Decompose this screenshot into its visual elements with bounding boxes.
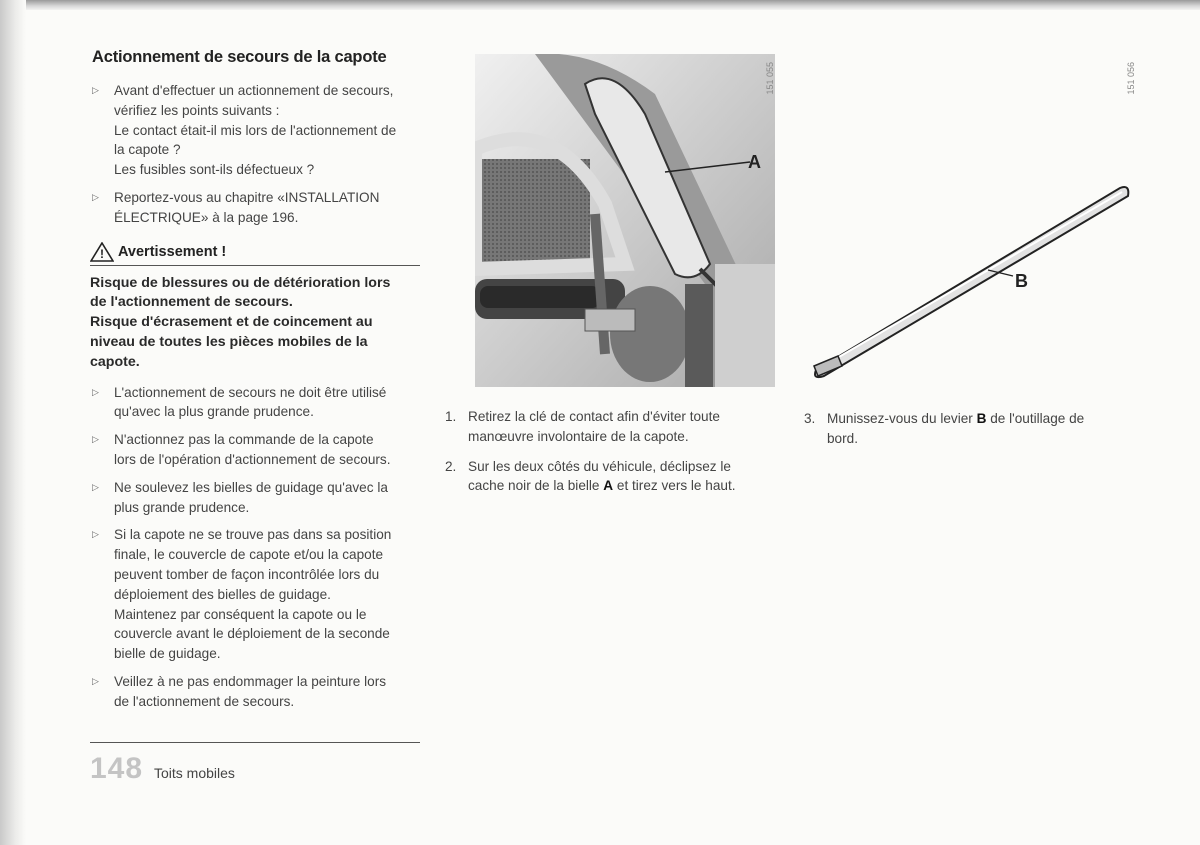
lever-illustration [808, 180, 1138, 380]
warning-triangle-icon [90, 242, 114, 262]
list-item: 1. Retirez la clé de contact afin d'éviter toute manœuvre involontaire de la capote. [445, 409, 720, 444]
left-column [90, 48, 420, 720]
page-number: 148 [90, 752, 144, 785]
page-binding-shadow [0, 0, 26, 845]
steps-column-right [802, 409, 1117, 459]
svg-text:!: ! [100, 246, 104, 261]
figure-label-b: B [1015, 271, 1028, 291]
bullet-arrow-icon: ▷ [92, 481, 99, 492]
ref-b: B [976, 411, 987, 426]
bullet-arrow-icon: ▷ [92, 386, 99, 397]
figure-code-2: 151 056 [1126, 62, 1136, 95]
warning-heading [90, 242, 420, 266]
warning-title: Avertissement ! [118, 243, 227, 260]
list-item: ▷ Reportez-vous au chapitre «INSTALLATION ÉLECTRIQUE» à la page 196. [92, 189, 380, 225]
section-name: Toits mobiles [154, 765, 235, 781]
soft-top-linkage-illustration [475, 54, 775, 387]
bullet-arrow-icon: ▷ [92, 675, 99, 686]
section-title: Actionnement de secours de la capote [92, 48, 387, 66]
figure-label-a: A [748, 152, 761, 172]
list-item: ▷ Ne soulevez les bielles de guidage qu'avec la plus grande prudence. [92, 479, 388, 515]
ref-a: A [603, 478, 614, 494]
list-item: 2. Sur les deux côtés du véhicule, déclipsez le cache noir de la bielle A et tirez vers le haut. [445, 458, 736, 494]
bullet-arrow-icon: ▷ [92, 434, 99, 445]
list-item: ▷ Si la capote ne se trouve pas dans sa position finale, le couvercle de capote et/ou la capote peuvent tomber de façon incontrôlée lors du déploiement des bielles de guidage. Maintenez par conséquent la capote ou le couvercle avant le déploiement de la seconde bielle de guidage. [92, 527, 392, 662]
figure-code-1: 151 055 [765, 62, 775, 95]
warning-text: Risque de blessures ou de détérioration lors de l'actionnement de secours. Risque d'écrasement et de coincement au niveau de toutes les pièces mobiles de la capote. [90, 274, 391, 370]
steps-column-middle [443, 407, 778, 506]
list-item: ▷ N'actionnez pas la commande de la capote lors de l'opération d'actionnement de secours. [92, 432, 391, 467]
footer-divider [90, 742, 420, 743]
bullet-arrow-icon: ▷ [92, 529, 99, 540]
list-item: ▷ L'actionnement de secours ne doit être utilisé qu'avec la plus grande prudence. [92, 384, 387, 420]
list-item: 3. Munissez-vous du levier B de l'outillage de bord. [804, 411, 1085, 446]
bullet-arrow-icon: ▷ [92, 191, 99, 202]
bullet-arrow-icon: ▷ [92, 85, 99, 95]
list-item: ▷ Veillez à ne pas endommager la peinture lors de l'actionnement de secours. [92, 673, 387, 709]
list-item: ▷ Avant d'effectuer un actionnement de secours, vérifiez les points suivants : Le contact était-il mis lors de l'actionnement de la capote ? Les fusibles sont-ils défectueux ? [92, 83, 397, 178]
page-top-shadow [0, 0, 1200, 10]
